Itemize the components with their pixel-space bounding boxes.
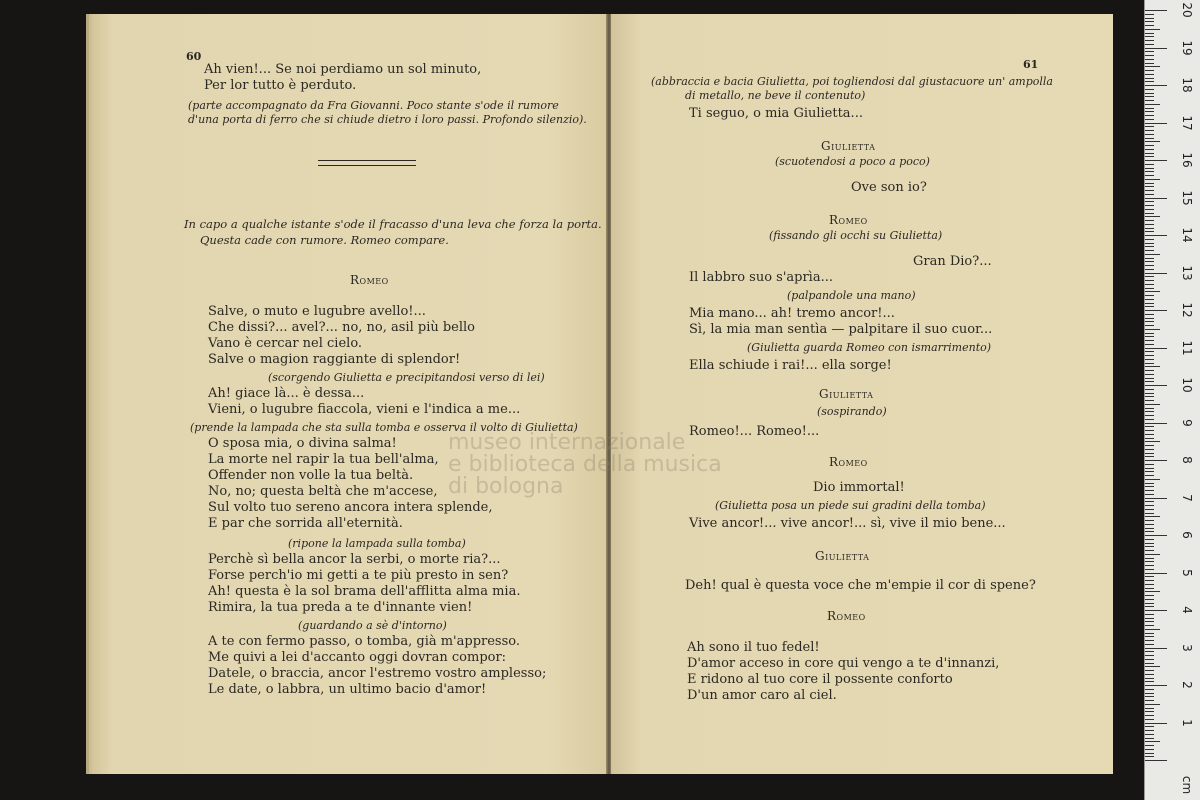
ruler-tick [1145, 81, 1154, 82]
ruler-tick [1145, 681, 1154, 682]
ruler-tick [1145, 246, 1154, 247]
ruler-tick [1145, 134, 1154, 135]
ruler-tick [1145, 633, 1154, 634]
ruler-tick [1145, 138, 1154, 139]
ruler-tick [1145, 85, 1167, 86]
ruler-tick [1145, 370, 1154, 371]
left-book-page [92, 14, 608, 774]
ruler-tick [1145, 528, 1154, 529]
ruler-tick [1145, 659, 1154, 660]
stage-direction: (abbraccia e bacia Giulietta, poi togliendosi dal giustacuore un' ampolla [651, 75, 1053, 88]
ruler-tick [1145, 494, 1154, 495]
ruler-tick [1145, 381, 1154, 382]
ruler-tick [1145, 419, 1154, 420]
speaker-name: Romeo [829, 455, 868, 469]
ruler-number: 2 [1180, 681, 1194, 689]
ruler-tick [1145, 393, 1154, 394]
ruler-tick [1145, 531, 1154, 532]
ruler-tick [1145, 741, 1160, 742]
ruler-tick [1145, 505, 1154, 506]
ruler-tick [1145, 220, 1154, 221]
ruler-tick [1145, 708, 1154, 709]
ruler-tick [1145, 438, 1154, 439]
ruler-tick [1145, 119, 1154, 120]
verse-line: No, no; questa beltà che m'accese, [208, 484, 438, 499]
ruler-number: 16 [1180, 152, 1194, 168]
ruler-tick [1145, 603, 1154, 604]
ruler-tick [1145, 209, 1154, 210]
verse-line: Vive ancor!... vive ancor!... sì, vive il mio bene... [689, 516, 1006, 531]
page-number-left: 60 [186, 50, 202, 63]
ruler-tick [1145, 359, 1154, 360]
ruler-tick [1145, 558, 1154, 559]
verse-line: Salve, o muto e lugubre avello!... [208, 304, 426, 319]
stage-direction: (Giulietta guarda Romeo con ismarrimento) [747, 341, 992, 354]
ruler-tick [1145, 550, 1154, 551]
verse-line: Ah! giace là... è dessa... [208, 386, 365, 401]
ruler-tick [1145, 621, 1154, 622]
ruler-tick [1145, 561, 1154, 562]
ruler-tick [1145, 168, 1154, 169]
ruler-number: 13 [1180, 264, 1194, 281]
ruler-tick [1145, 141, 1160, 142]
ruler-tick [1145, 291, 1160, 292]
verse-line: Per lor tutto è perduto. [204, 78, 357, 93]
ruler-tick [1145, 700, 1154, 701]
verse-line: Ah! questa è la sol brama dell'afflitta alma mia. [208, 584, 521, 599]
ruler-tick [1145, 651, 1154, 652]
ruler-tick [1145, 738, 1154, 739]
verse-line: E ridono al tuo core il possente conforto [687, 672, 953, 687]
ruler-tick [1145, 14, 1154, 15]
ruler-tick [1145, 186, 1154, 187]
verse-line: Ti seguo, o mia Giulietta... [689, 106, 863, 121]
verse-line: Dio immortal! [813, 480, 905, 495]
verse-line: La morte nel rapir la tua bell'alma, [208, 452, 439, 467]
ruler-tick [1145, 40, 1154, 41]
ruler-tick [1145, 89, 1154, 90]
ruler-tick [1145, 145, 1154, 146]
ruler-tick [1145, 366, 1160, 367]
ruler-tick [1145, 276, 1154, 277]
scene-intro: In capo a qualche istante s'ode il fracasso d'una leva che forza la porta. [184, 217, 602, 231]
ruler-tick [1145, 483, 1154, 484]
ruler-tick [1145, 36, 1154, 37]
ruler-number: 7 [1180, 493, 1194, 502]
ruler-tick [1145, 723, 1167, 724]
ruler-tick [1145, 640, 1154, 641]
verse-line: Mia mano... ah! tremo ancor!... [689, 306, 895, 321]
watermark-line: e biblioteca della musica [448, 452, 722, 477]
ruler-tick [1145, 344, 1154, 345]
ruler-number: 17 [1180, 114, 1194, 131]
ruler-tick [1145, 711, 1154, 712]
verse-line: Ah vien!... Se noi perdiamo un sol minuto, [204, 62, 482, 77]
ruler-tick [1145, 254, 1160, 255]
ruler-tick [1145, 156, 1154, 157]
stage-direction: (scorgendo Giulietta e precipitandosi verso di lei) [268, 371, 545, 384]
ruler-tick [1145, 468, 1154, 469]
ruler-tick [1145, 66, 1160, 67]
ruler-tick [1145, 51, 1154, 52]
stage-direction: (prende la lampada che sta sulla tomba e osserva il volto di Giulietta) [190, 421, 578, 434]
ruler-tick [1145, 224, 1154, 225]
ruler-tick [1145, 250, 1154, 251]
ruler-tick [1145, 516, 1160, 517]
verse-line: Forse perch'io mi getti a te più presto in sen? [208, 568, 509, 583]
verse-line: D'amor acceso in core qui vengo a te d'innanzi, [687, 656, 1000, 671]
ruler-tick [1145, 363, 1154, 364]
ruler-tick [1145, 520, 1154, 521]
ruler-tick [1145, 205, 1154, 206]
ruler-unit: cm [1180, 775, 1194, 795]
ruler-tick [1145, 734, 1154, 735]
ruler-tick [1145, 130, 1154, 131]
ruler-tick [1145, 231, 1154, 232]
stage-direction: (parte accompagnato da Fra Giovanni. Poco stante s'ode il rumore [188, 99, 559, 112]
ruler-number: 6 [1180, 531, 1194, 539]
ruler-tick [1145, 295, 1154, 296]
ruler-tick [1145, 44, 1154, 45]
ruler-tick [1145, 554, 1160, 555]
ruler-tick [1145, 329, 1160, 330]
ruler-tick [1145, 385, 1167, 386]
ruler-tick [1145, 411, 1154, 412]
ruler-tick [1145, 674, 1154, 675]
verse-line: Ella schiude i rai!... ella sorge! [689, 358, 892, 373]
verse-line: Datele, o braccia, ancor l'estremo vostro amplesso; [208, 666, 547, 681]
ruler-tick [1145, 108, 1154, 109]
ruler-tick [1145, 663, 1154, 664]
ruler-tick [1145, 753, 1154, 754]
ruler-tick [1145, 704, 1160, 705]
verse-line: Che dissi?... avel?... no, no, asil più bello [208, 320, 476, 335]
ruler-tick [1145, 183, 1154, 184]
ruler-tick [1145, 456, 1154, 457]
speaker-name: Romeo [350, 273, 389, 287]
ruler-tick [1145, 55, 1154, 56]
ruler-tick [1145, 280, 1154, 281]
ruler-tick [1145, 96, 1154, 97]
ruler-tick [1145, 355, 1154, 356]
ruler-tick [1145, 239, 1154, 240]
speaker-name: Giulietta [815, 549, 870, 563]
ruler-tick [1145, 115, 1154, 116]
ruler-tick [1145, 449, 1154, 450]
stage-direction: di metallo, ne beve il contenuto) [685, 89, 866, 102]
section-divider [318, 160, 416, 166]
ruler-tick [1145, 400, 1154, 401]
ruler-tick [1145, 614, 1154, 615]
ruler-tick [1145, 303, 1154, 304]
ruler-tick [1145, 655, 1154, 656]
verse-line: Rimira, la tua preda a te d'innante vien! [208, 600, 473, 615]
ruler-tick [1145, 636, 1154, 637]
ruler-tick [1145, 479, 1160, 480]
ruler-tick [1145, 258, 1154, 259]
ruler-tick [1145, 719, 1154, 720]
ruler-tick [1145, 340, 1154, 341]
watermark-line: museo internazionale [448, 430, 686, 455]
ruler-tick [1145, 70, 1154, 71]
ruler-tick [1145, 588, 1154, 589]
ruler-number: 9 [1180, 418, 1194, 427]
ruler-tick [1145, 498, 1167, 499]
ruler-tick [1145, 198, 1167, 199]
ruler-tick [1145, 644, 1154, 645]
stage-direction: (guardando a sè d'intorno) [298, 619, 447, 632]
verse-line: Gran Dio?... [913, 254, 992, 269]
ruler-tick [1145, 408, 1154, 409]
ruler-tick [1145, 546, 1154, 547]
verse-line: Romeo!... Romeo!... [689, 424, 820, 439]
page-number-right: 61 [1023, 58, 1039, 71]
speaker-name: Giulietta [821, 139, 876, 153]
verse-line: Perchè sì bella ancor la serbi, o morte ria?... [208, 552, 501, 567]
verse-line: D'un amor caro al ciel. [687, 688, 837, 703]
ruler-tick [1145, 678, 1154, 679]
watermark-line: di bologna [448, 474, 564, 499]
ruler-tick [1145, 48, 1167, 49]
ruler-tick [1145, 576, 1154, 577]
ruler-tick [1145, 261, 1154, 262]
speaker-name: Giulietta [819, 387, 874, 401]
ruler-tick [1145, 464, 1154, 465]
ruler-tick [1145, 580, 1154, 581]
ruler-tick [1145, 685, 1167, 686]
right-book-page [611, 14, 1113, 774]
ruler-tick [1145, 179, 1160, 180]
stage-direction: (scuotendosi a poco a poco) [775, 155, 930, 168]
stage-direction: (Giulietta posa un piede sui gradini della tomba) [715, 499, 986, 512]
speaker-name: Romeo [827, 609, 866, 623]
ruler-tick [1145, 509, 1154, 510]
verse-line: Salve o magion raggiante di splendor! [208, 352, 461, 367]
ruler-tick [1145, 201, 1154, 202]
ruler-tick [1145, 610, 1167, 611]
ruler-number: 12 [1180, 302, 1194, 318]
ruler-tick [1145, 666, 1160, 667]
ruler-tick [1145, 164, 1154, 165]
ruler-tick [1145, 404, 1160, 405]
ruler-tick [1145, 269, 1154, 270]
ruler-tick [1145, 153, 1154, 154]
ruler-tick [1145, 306, 1154, 307]
ruler-tick [1145, 584, 1154, 585]
ruler-tick [1145, 730, 1154, 731]
ruler-tick [1145, 648, 1167, 649]
ruler-number: 1 [1180, 718, 1194, 727]
ruler-tick [1145, 100, 1154, 101]
ruler-tick [1145, 74, 1154, 75]
ruler-tick [1145, 171, 1154, 172]
library-watermark [448, 432, 722, 498]
ruler-tick [1145, 726, 1154, 727]
ruler-tick [1145, 689, 1154, 690]
ruler-tick [1145, 599, 1154, 600]
ruler-number: 3 [1180, 643, 1194, 652]
verse-line: Il labbro suo s'aprìa... [689, 270, 833, 285]
ruler-tick [1145, 415, 1154, 416]
verse-line: Le date, o labbra, un ultimo bacio d'amor! [208, 682, 487, 697]
ruler-tick [1145, 745, 1154, 746]
ruler-tick [1145, 629, 1160, 630]
verse-line: Me quivi a lei d'accanto oggi dovran compor: [208, 650, 507, 665]
ruler-tick [1145, 321, 1154, 322]
ruler-number: 15 [1180, 189, 1194, 206]
verse-line: Offender non volle la tua beltà. [208, 468, 414, 483]
verse-line: A te con fermo passo, o tomba, già m'appresso. [208, 634, 521, 649]
ruler-number: 8 [1180, 456, 1194, 464]
ruler-tick [1145, 378, 1154, 379]
ruler-tick [1145, 475, 1154, 476]
ruler-tick [1145, 126, 1154, 127]
ruler-tick [1145, 430, 1154, 431]
ruler-tick [1145, 595, 1154, 596]
ruler-tick [1145, 325, 1154, 326]
ruler-tick [1145, 288, 1154, 289]
ruler-tick [1145, 625, 1154, 626]
ruler-tick [1145, 336, 1154, 337]
ruler-tick [1145, 535, 1167, 536]
ruler-tick [1145, 213, 1154, 214]
verse-line: O sposa mia, o divina salma! [208, 436, 397, 451]
ruler-tick [1145, 715, 1154, 716]
ruler-tick [1145, 104, 1160, 105]
ruler-tick [1145, 299, 1154, 300]
ruler-tick [1145, 93, 1154, 94]
ruler-tick [1145, 445, 1154, 446]
ruler-tick [1145, 573, 1167, 574]
ruler-tick [1145, 333, 1154, 334]
stage-direction: (fissando gli occhi su Giulietta) [769, 229, 943, 242]
ruler-tick [1145, 760, 1167, 761]
ruler-tick [1145, 396, 1154, 397]
ruler-tick [1145, 10, 1167, 11]
ruler-number: 18 [1180, 77, 1194, 93]
measuring-ruler [1144, 0, 1200, 800]
verse-line: E par che sorrida all'eternità. [208, 516, 403, 531]
ruler-tick [1145, 389, 1154, 390]
ruler-tick [1145, 490, 1154, 491]
ruler-tick [1145, 314, 1154, 315]
ruler-tick [1145, 216, 1160, 217]
ruler-tick [1145, 606, 1154, 607]
ruler-tick [1145, 310, 1167, 311]
verse-line: Vano è cercar nel cielo. [208, 336, 363, 351]
ruler-tick [1145, 190, 1154, 191]
stage-direction: (ripone la lampada sulla tomba) [288, 537, 466, 550]
ruler-tick [1145, 670, 1154, 671]
ruler-tick [1145, 426, 1154, 427]
ruler-tick [1145, 696, 1154, 697]
ruler-number: 11 [1180, 339, 1194, 356]
ruler-tick [1145, 29, 1160, 30]
ruler-tick [1145, 543, 1154, 544]
ruler-tick [1145, 539, 1154, 540]
scene-intro: Questa cade con rumore. Romeo compare. [200, 233, 449, 247]
ruler-tick [1145, 21, 1154, 22]
verse-line: Vieni, o lugubre fiaccola, vieni e l'indica a me... [208, 402, 521, 417]
ruler-tick [1145, 175, 1154, 176]
ruler-tick [1145, 524, 1154, 525]
stage-direction: (sospirando) [817, 405, 887, 418]
ruler-tick [1145, 149, 1154, 150]
ruler-tick [1145, 756, 1154, 757]
verse-line: Deh! qual è questa voce che m'empie il cor di spene? [685, 578, 1036, 593]
ruler-tick [1145, 460, 1167, 461]
ruler-tick [1145, 33, 1154, 34]
ruler-number: 5 [1180, 568, 1194, 577]
verse-line: Sul volto tuo sereno ancora intera splende, [208, 500, 493, 515]
ruler-tick [1145, 374, 1154, 375]
ruler-tick [1145, 693, 1154, 694]
ruler-tick [1145, 160, 1167, 161]
ruler-tick [1145, 111, 1154, 112]
ruler-tick [1145, 18, 1154, 19]
ruler-tick [1145, 486, 1154, 487]
ruler-tick [1145, 265, 1154, 266]
ruler-tick [1145, 243, 1154, 244]
verse-line: Ove son io? [851, 180, 927, 195]
ruler-tick [1145, 453, 1154, 454]
ruler-tick [1145, 749, 1154, 750]
ruler-tick [1145, 423, 1167, 424]
ruler-tick [1145, 194, 1154, 195]
ruler-tick [1145, 63, 1154, 64]
ruler-tick [1145, 25, 1154, 26]
ruler-tick [1145, 228, 1154, 229]
ruler-tick [1145, 351, 1154, 352]
ruler-tick [1145, 565, 1154, 566]
ruler-tick [1145, 123, 1167, 124]
verse-line: Sì, la mia man sentìa — palpitare il suo cuor... [689, 322, 993, 337]
ruler-tick [1145, 273, 1167, 274]
ruler-tick [1145, 59, 1154, 60]
ruler-number: 14 [1180, 227, 1194, 243]
speaker-name: Romeo [829, 213, 868, 227]
ruler-tick [1145, 471, 1154, 472]
ruler-tick [1145, 348, 1167, 349]
ruler-tick [1145, 513, 1154, 514]
ruler-number: 4 [1180, 606, 1194, 614]
ruler-tick [1145, 434, 1154, 435]
ruler-tick [1145, 591, 1160, 592]
ruler-tick [1145, 618, 1154, 619]
ruler-tick [1145, 569, 1154, 570]
ruler-number: 20 [1180, 2, 1194, 18]
ruler-tick [1145, 235, 1167, 236]
ruler-number: 10 [1180, 377, 1194, 393]
ruler-tick [1145, 78, 1154, 79]
ruler-tick [1145, 284, 1154, 285]
ruler-tick [1145, 501, 1154, 502]
verse-line: Ah sono il tuo fedel! [687, 640, 820, 655]
ruler-number: 19 [1180, 39, 1194, 56]
ruler-tick [1145, 441, 1160, 442]
ruler-tick [1145, 318, 1154, 319]
stage-direction: (palpandole una mano) [787, 289, 916, 302]
stage-direction: d'una porta di ferro che si chiude dietro i loro passi. Profondo silenzio). [188, 113, 587, 126]
